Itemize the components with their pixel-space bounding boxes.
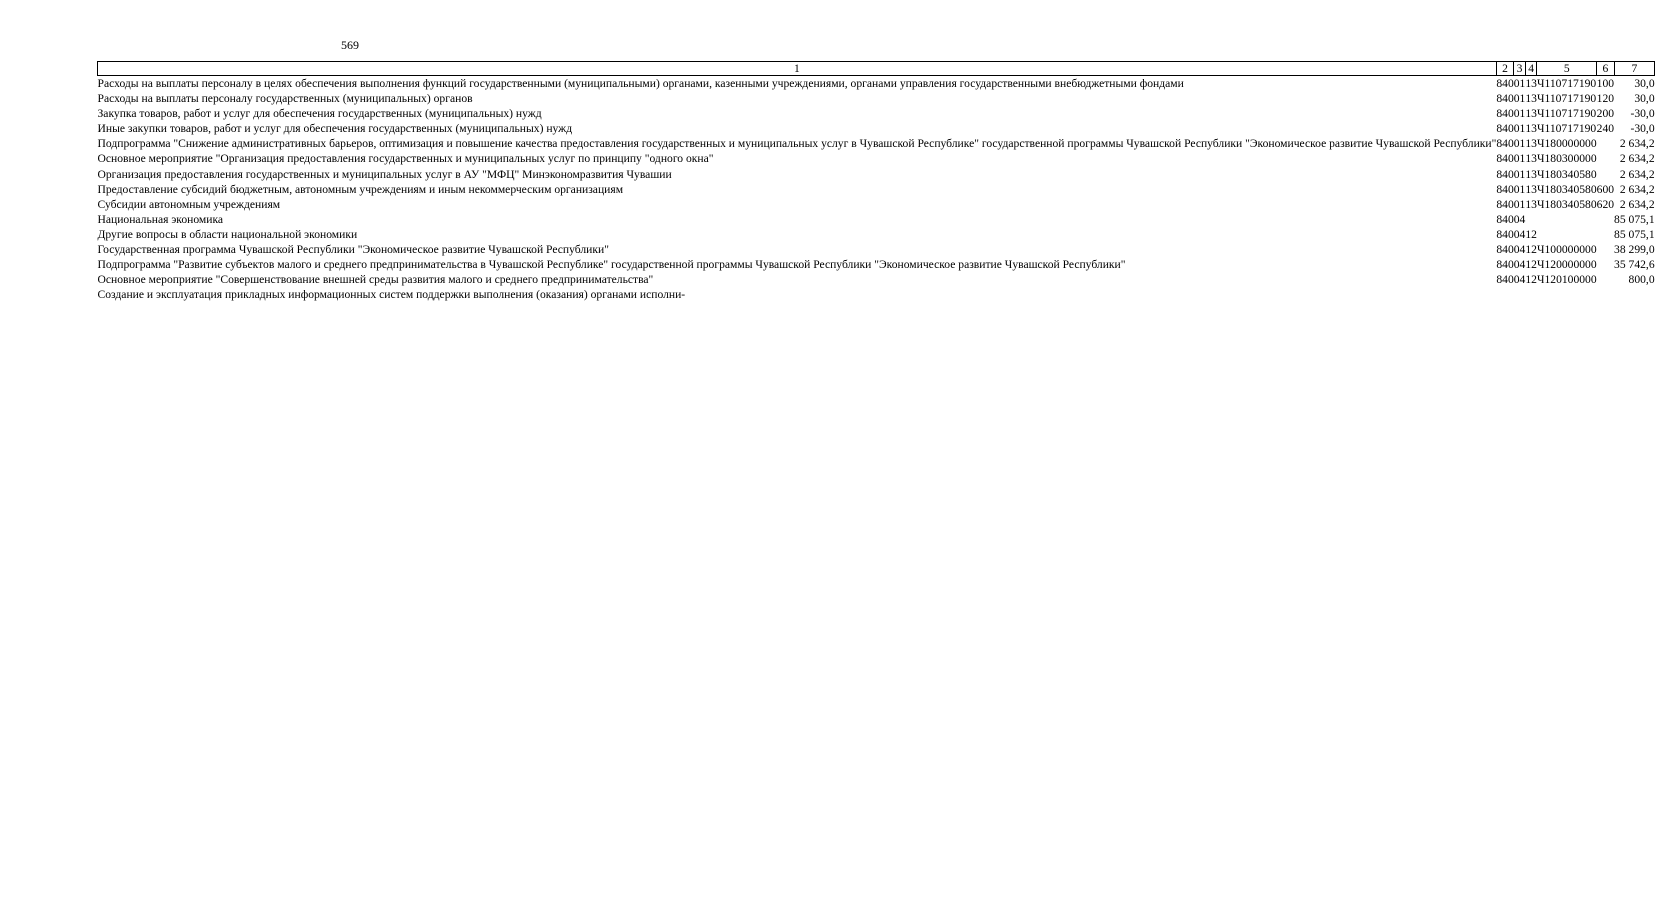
expense-type xyxy=(1597,136,1614,151)
table-row xyxy=(98,197,1655,212)
header-col-4: 4 xyxy=(1525,62,1537,76)
table-row xyxy=(98,91,1655,106)
subsection-code: 12 xyxy=(1525,258,1537,272)
admin-code: 840 xyxy=(1496,227,1514,241)
expense-type xyxy=(1597,272,1614,287)
table-row xyxy=(98,227,1655,242)
section-code: 04 xyxy=(1513,212,1526,226)
subsection-code: 12 xyxy=(1525,243,1537,257)
table-row xyxy=(98,76,1655,92)
subsection-code: 13 xyxy=(1525,182,1537,196)
expense-type xyxy=(1597,167,1614,182)
amount: 2 634,2 xyxy=(1619,152,1655,166)
target-article: Ч110717190 xyxy=(1536,122,1597,136)
subsection-code: 13 xyxy=(1525,152,1537,166)
amount: 2 634,2 xyxy=(1619,197,1655,211)
target-article xyxy=(1537,212,1597,227)
section-code xyxy=(1514,287,1526,302)
section-code: 04 xyxy=(1513,273,1526,287)
admin-code xyxy=(1496,287,1513,302)
item-name: Расходы на выплаты персоналу в целях обеспечения выполнения функций государственными (муниципальными) органами, казенными учреждениями, органами управления государственными внебюджетными фондами xyxy=(97,77,1184,90)
table-row xyxy=(98,242,1655,257)
subsection-code: 13 xyxy=(1525,77,1537,90)
section-code: 01 xyxy=(1513,107,1526,121)
section-code: 04 xyxy=(1513,258,1526,272)
amount xyxy=(1614,287,1655,302)
budget-table xyxy=(97,61,1655,302)
target-article: Ч120100000 xyxy=(1536,273,1597,287)
admin-code: 840 xyxy=(1496,92,1514,106)
item-name: Закупка товаров, работ и услуг для обеспечения государственных (муниципальных) нужд xyxy=(97,107,542,121)
target-article xyxy=(1537,227,1597,242)
item-name: Государственная программа Чувашской Республики "Экономическое развитие Чувашской Республики" xyxy=(97,243,609,257)
subsection-code: 13 xyxy=(1525,167,1537,181)
section-code: 04 xyxy=(1513,227,1526,241)
admin-code: 840 xyxy=(1496,137,1514,151)
subsection-code: 12 xyxy=(1525,273,1537,287)
table-row xyxy=(98,257,1655,272)
section-code: 01 xyxy=(1513,197,1526,211)
header-col-1: 1 xyxy=(98,62,1497,76)
amount: 85 075,1 xyxy=(1614,227,1655,241)
target-article: Ч180340580 xyxy=(1536,197,1597,211)
amount: 35 742,6 xyxy=(1614,258,1655,272)
item-name: Подпрограмма "Развитие субъектов малого и среднего предпринимательства в Чувашской Республике" государственной программы Чувашской Республики "Экономическое развитие Чувашской Республики" xyxy=(97,258,1126,272)
target-article: Ч110717190 xyxy=(1536,107,1597,121)
admin-code: 840 xyxy=(1496,273,1514,287)
expense-type: 600 xyxy=(1596,182,1615,196)
item-name: Основное мероприятие "Организация предоставления государственных и муниципальных услуг по принципу "одного окна" xyxy=(97,152,714,166)
subsection-code: 12 xyxy=(1525,227,1537,241)
header-col-3: 3 xyxy=(1514,62,1526,76)
subsection-code: 13 xyxy=(1525,137,1537,151)
table-row xyxy=(98,106,1655,121)
amount: 2 634,2 xyxy=(1619,182,1655,196)
admin-code: 840 xyxy=(1496,152,1514,166)
header-col-7: 7 xyxy=(1614,62,1655,76)
item-name: Создание и эксплуатация прикладных информационных систем поддержки выполнения (оказания) органами исполни- xyxy=(97,288,686,302)
expense-type xyxy=(1597,227,1614,242)
subsection-code: 13 xyxy=(1525,107,1537,121)
table-row xyxy=(98,272,1655,287)
amount: 2 634,2 xyxy=(1619,137,1655,151)
header-col-2: 2 xyxy=(1496,62,1513,76)
header-col-5: 5 xyxy=(1537,62,1597,76)
expense-type xyxy=(1597,257,1614,272)
section-code: 01 xyxy=(1513,122,1526,136)
table-body xyxy=(98,76,1655,303)
table-row xyxy=(98,287,1655,302)
amount: 800,0 xyxy=(1628,273,1655,287)
amount: -30,0 xyxy=(1630,122,1655,136)
expense-type xyxy=(1597,287,1614,302)
item-name: Субсидии автономным учреждениям xyxy=(97,197,281,211)
target-article: Ч100000000 xyxy=(1536,243,1597,257)
item-name: Национальная экономика xyxy=(97,212,224,226)
amount: -30,0 xyxy=(1630,107,1655,121)
admin-code: 840 xyxy=(1496,182,1514,196)
expense-type xyxy=(1597,151,1614,166)
section-code: 01 xyxy=(1513,152,1526,166)
expense-type xyxy=(1597,212,1614,227)
expense-type: 100 xyxy=(1596,77,1615,90)
subsection-code xyxy=(1525,212,1537,227)
section-code: 01 xyxy=(1513,182,1526,196)
target-article: Ч180000000 xyxy=(1536,137,1597,151)
admin-code: 840 xyxy=(1496,243,1514,257)
subsection-code: 13 xyxy=(1525,92,1537,106)
admin-code: 840 xyxy=(1496,77,1514,90)
item-name: Расходы на выплаты персоналу государственных (муниципальных) органов xyxy=(97,92,473,106)
item-name: Подпрограмма "Снижение административных барьеров, оптимизация и повышение качества предоставления государственных и муниципальных услуг в Чувашской Республике" государственной программы Чувашской Республики "Экономическое развитие Чувашской Республики" xyxy=(97,137,1497,151)
amount: 30,0 xyxy=(1634,92,1655,106)
target-article: Ч120000000 xyxy=(1536,258,1597,272)
table-row xyxy=(98,212,1655,227)
target-article: Ч180340580 xyxy=(1536,182,1597,196)
target-article: Ч110717190 xyxy=(1536,77,1597,90)
admin-code: 840 xyxy=(1496,212,1514,226)
expense-type: 120 xyxy=(1596,92,1615,106)
section-code: 01 xyxy=(1513,77,1526,90)
amount: 30,0 xyxy=(1634,77,1655,90)
section-code: 01 xyxy=(1513,92,1526,106)
section-code: 01 xyxy=(1513,137,1526,151)
admin-code: 840 xyxy=(1496,258,1514,272)
target-article: Ч180300000 xyxy=(1536,152,1597,166)
header-col-6: 6 xyxy=(1597,62,1614,76)
target-article: Ч110717190 xyxy=(1536,92,1597,106)
table-row xyxy=(98,182,1655,197)
header-row xyxy=(98,62,1655,76)
subsection-code xyxy=(1525,287,1537,302)
target-article: Ч180340580 xyxy=(1536,167,1597,181)
amount: 85 075,1 xyxy=(1614,212,1655,226)
table-row xyxy=(98,121,1655,136)
expense-type: 620 xyxy=(1596,197,1615,211)
table-row xyxy=(98,136,1655,151)
section-code: 04 xyxy=(1513,243,1526,257)
item-name: Организация предоставления государственных и муниципальных услуг в АУ "МФЦ" Минэкономразвития Чувашии xyxy=(97,167,672,181)
admin-code: 840 xyxy=(1496,197,1514,211)
subsection-code: 13 xyxy=(1525,122,1537,136)
item-name: Другие вопросы в области национальной экономики xyxy=(97,227,358,241)
amount: 38 299,0 xyxy=(1614,243,1655,257)
item-name: Предоставление субсидий бюджетным, автономным учреждениям и иным некоммерческим организациям xyxy=(97,182,624,196)
section-code: 01 xyxy=(1513,167,1526,181)
admin-code: 840 xyxy=(1496,107,1514,121)
admin-code: 840 xyxy=(1496,167,1514,181)
target-article xyxy=(1537,287,1597,302)
expense-type xyxy=(1597,242,1614,257)
expense-type: 240 xyxy=(1596,122,1615,136)
item-name: Иные закупки товаров, работ и услуг для обеспечения государственных (муниципальных) нужд xyxy=(97,122,573,136)
table-row xyxy=(98,151,1655,166)
amount: 2 634,2 xyxy=(1619,167,1655,181)
expense-type: 200 xyxy=(1596,107,1615,121)
admin-code: 840 xyxy=(1496,122,1514,136)
item-name: Основное мероприятие "Совершенствование внешней среды развития малого и среднего предпринимательства" xyxy=(97,273,654,287)
table-row xyxy=(98,167,1655,182)
subsection-code: 13 xyxy=(1525,197,1537,211)
page-number: 569 xyxy=(341,38,359,52)
